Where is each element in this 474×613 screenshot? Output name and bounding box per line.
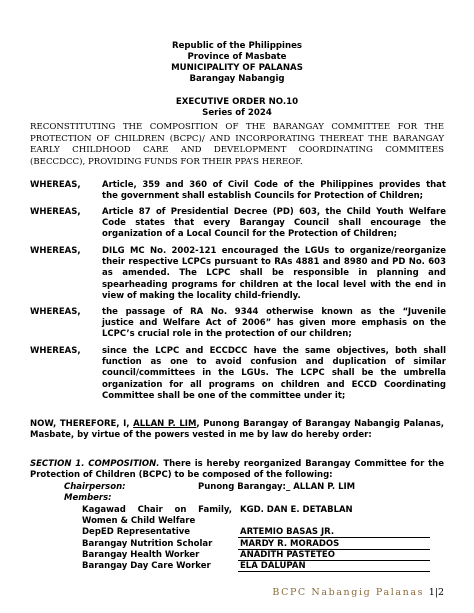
- section-1-paragraph: [30, 459, 444, 481]
- whereas-clause-5: [30, 346, 446, 402]
- subject-line: RECONSTITUTING THE COMPOSITION OF THE BARANGAY COMMITTEE FOR THE: [30, 122, 444, 132]
- order-title: EXECUTIVE ORDER NO.10: [175, 97, 299, 107]
- footer-text: BCPC Nabangig Palanas: [272, 587, 425, 598]
- whereas-clause-4: [30, 307, 446, 341]
- whereas-text: the government shall establish Councils for Protection of Children;: [102, 191, 424, 202]
- whereas-text: since the LCPC and ECCDCC have the same objectives, both shall: [102, 346, 446, 356]
- whereas-label: WHEREAS,: [30, 246, 81, 256]
- whereas-label: WHEREAS,: [30, 346, 81, 356]
- whereas-text: the passage of RA No. 9344 otherwise known as the “Juvenile: [102, 307, 446, 317]
- subject-line: PROTECTION OF CHILDREN (BCPC)/ AND INCORPORATING THEREAT THE BARANGAY: [30, 133, 444, 144]
- member-role: Barangay Day Care Worker: [82, 561, 211, 571]
- member-name: MARDY R. MORADOS: [240, 539, 340, 549]
- section-1-text: There is hereby reorganized Barangay Committee for the Protection of Children (BCPC) to be composed of the following:: [30, 459, 444, 481]
- member-role: DepED Representative: [82, 527, 191, 537]
- whereas-text: Article 87 of Presidential Decree (PD) 603, the Child Youth Welfare: [102, 207, 446, 217]
- chairperson-value: [198, 482, 355, 493]
- header-municipality: MUNICIPALITY OF PALANAS: [171, 63, 303, 73]
- order-series: Series of 2024: [202, 108, 272, 118]
- member-role: Women & Child Welfare: [82, 516, 196, 526]
- chairperson-label: Chairperson:: [64, 482, 126, 492]
- signature-line: [238, 537, 430, 538]
- member-name: ANADITH PASTETEO: [240, 550, 335, 560]
- therefore-paragraph: [30, 419, 444, 441]
- member-name: ELA DALUPAN: [240, 561, 306, 571]
- whereas-label: WHEREAS,: [30, 207, 81, 217]
- order-subject: [30, 122, 444, 168]
- page-footer: [272, 587, 444, 598]
- whereas-text: Article, 359 and 360 of Civil Code of the Philippines provides that: [102, 180, 446, 190]
- member-role: Barangay Nutrition Scholar: [82, 539, 213, 549]
- whereas-label: WHEREAS,: [30, 180, 81, 190]
- whereas-text: their respective LCPCs pursuant to RAs 4881 and 8980 and PD No. 603 as amended. The LCPC shall be responsible in planning and spearheading programs for children at the local level with the end in view of making the locality child-friendly.: [102, 257, 446, 301]
- member-name: KGD. DAN E. DETABLAN: [240, 505, 353, 515]
- whereas-text: function as one to avoid confusion and duplication of similar council/committees in the LGUs. The LCPC shall be the umbrella organization for all programs on children and ECCD Coordinating Committee shall be one of the committee under it;: [102, 357, 446, 401]
- whereas-text: justice and Welfare Act of 2006” has given more emphasis on the LCPC’s crucial role in the protection of our children;: [102, 318, 446, 340]
- whereas-clause-2: [30, 207, 446, 241]
- therefore-text: , Punong Barangay of Barangay Nabangig Palanas, Masbate, by virtue of the powers vested in me by law do hereby order:: [30, 419, 444, 441]
- header-republic: Republic of the Philippines: [171, 41, 303, 51]
- punong-barangay-name: ALLAN P. LIM: [133, 419, 197, 429]
- members-label: Members:: [64, 493, 112, 503]
- whereas-clause-3: [30, 246, 446, 302]
- signature-line: [238, 571, 430, 572]
- member-role: Barangay Health Worker: [82, 550, 200, 560]
- whereas-label: WHEREAS,: [30, 307, 81, 317]
- section-1-heading: SECTION 1. COMPOSITION.: [30, 459, 160, 469]
- whereas-clause-1: [30, 180, 446, 202]
- subject-line: EARLY CHILDHOOD CARE AND DEVELOPMENT COORDINATING COMMITEES: [30, 145, 444, 155]
- whereas-text: DILG MC No. 2002-121 encouraged the LGUs to organize/reorganize: [102, 246, 446, 256]
- whereas-text: Code states that every Barangay Council shall encourage the organization of a Local Council for the Protection of Children;: [102, 218, 446, 240]
- page-number: 1|2: [428, 587, 444, 598]
- chairperson-role: Punong Barangay:_: [198, 482, 291, 492]
- therefore-lead: NOW, THEREFORE, I,: [30, 419, 130, 429]
- member-name: ARTEMIO BASAS JR.: [240, 527, 335, 537]
- header-barangay: Barangay Nabangig: [189, 74, 285, 84]
- member-role: Kagawad Chair on Family,: [82, 505, 232, 515]
- chairperson-name: ALLAN P. LIM: [293, 482, 356, 492]
- header-province: Province of Masbate: [187, 52, 287, 62]
- subject-line: (BECCDCC), PROVIDING FUNDS FOR THEIR PPA’S HEREOF.: [30, 156, 303, 167]
